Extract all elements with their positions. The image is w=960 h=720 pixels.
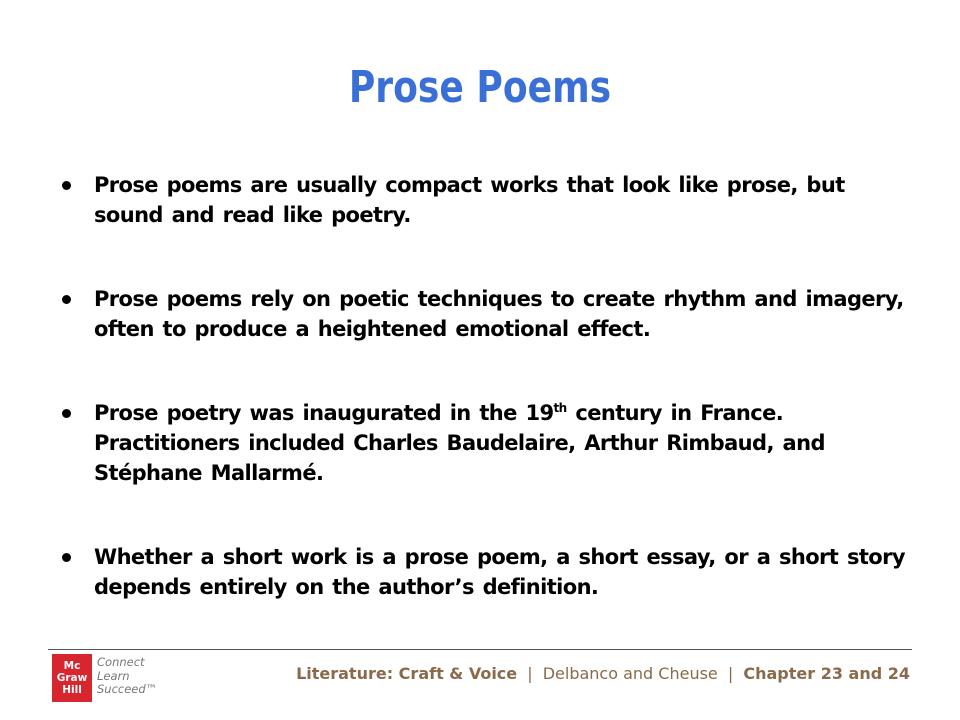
bullet-list [58, 170, 918, 656]
slide-title: Prose Poems [348, 62, 612, 113]
logo-tagline [97, 656, 157, 697]
bullet-item [58, 542, 918, 602]
bullet-text: Prose poems rely on poetic techniques to create rhythm and imagery, often to produce a heightened emotional effect. [94, 287, 904, 341]
mcgraw-hill-logo-icon [52, 654, 92, 702]
publisher-logo [52, 654, 184, 702]
logo-line-1: Mc [63, 660, 81, 672]
logo-tag-connect: Connect [97, 655, 145, 669]
logo-tag-succeed: Succeed™ [97, 682, 158, 696]
bullet-dot-icon [62, 553, 71, 562]
bullet-dot-icon [62, 181, 71, 190]
bullet-text-start: Prose poetry was inaugurated in the 19 [94, 401, 554, 425]
bullet-item [58, 170, 918, 230]
footer-citation [296, 664, 910, 683]
logo-tag-learn: Learn [97, 668, 130, 683]
footer-divider [48, 649, 912, 650]
footer-separator: | [527, 664, 533, 683]
logo-line-2: Graw [56, 672, 88, 684]
ordinal-suffix: th [553, 401, 567, 415]
bullet-dot-icon [62, 409, 71, 418]
bullet-item [58, 398, 918, 488]
bullet-dot-icon [62, 295, 71, 304]
footer-chapter: Chapter 23 and 24 [743, 664, 910, 683]
bullet-item [58, 284, 918, 344]
footer-authors: Delbanco and Cheuse [542, 664, 718, 683]
footer-separator: | [727, 664, 734, 683]
footer-book-title: Literature: Craft & Voice [296, 664, 518, 683]
logo-line-3: Hill [62, 684, 82, 696]
bullet-text: Prose poems are usually compact works that look like prose, but sound and read like poetry. [94, 173, 845, 227]
bullet-text: Whether a short work is a prose poem, a short essay, or a short story depends entirely on the author’s definition. [94, 545, 905, 599]
bullet-text-end: century in France. Practitioners included Charles Baudelaire, Arthur Rimbaud, and Stéphane Mallarmé. [94, 401, 825, 485]
